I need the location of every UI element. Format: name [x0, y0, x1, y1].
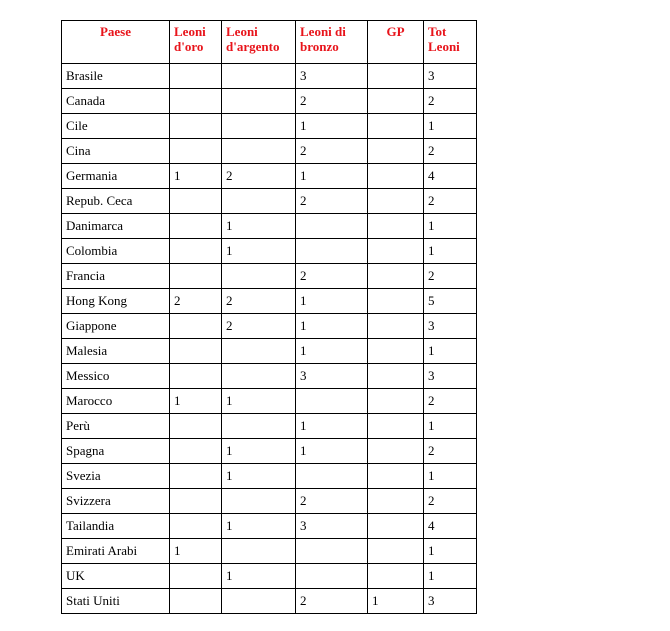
cell-gp — [368, 164, 424, 189]
cell-paese: Tailandia — [62, 514, 170, 539]
cell-tot-leoni: 2 — [424, 264, 477, 289]
cell-tot-leoni: 4 — [424, 164, 477, 189]
cell-leoni-argento: 1 — [222, 514, 296, 539]
cell-leoni-oro — [170, 439, 222, 464]
cell-leoni-oro — [170, 464, 222, 489]
cell-paese: Svizzera — [62, 489, 170, 514]
table-row — [62, 314, 477, 339]
cell-paese: Stati Uniti — [62, 589, 170, 614]
cell-leoni-oro — [170, 189, 222, 214]
cell-tot-leoni: 2 — [424, 489, 477, 514]
header-gp: GP — [368, 21, 424, 64]
table-row — [62, 539, 477, 564]
cell-leoni-bronzo: 1 — [296, 289, 368, 314]
cell-gp — [368, 439, 424, 464]
cell-tot-leoni: 1 — [424, 464, 477, 489]
cell-leoni-oro — [170, 489, 222, 514]
cell-tot-leoni: 2 — [424, 389, 477, 414]
cell-leoni-argento — [222, 539, 296, 564]
table-row — [62, 139, 477, 164]
table-row — [62, 564, 477, 589]
cell-paese: Giappone — [62, 314, 170, 339]
cell-tot-leoni: 1 — [424, 414, 477, 439]
cell-paese: Cina — [62, 139, 170, 164]
cell-leoni-argento: 2 — [222, 289, 296, 314]
cell-leoni-argento — [222, 264, 296, 289]
table-row — [62, 339, 477, 364]
cell-leoni-bronzo — [296, 389, 368, 414]
cell-leoni-bronzo: 2 — [296, 89, 368, 114]
cell-paese: Svezia — [62, 464, 170, 489]
table-row — [62, 239, 477, 264]
table-row — [62, 389, 477, 414]
table-row — [62, 289, 477, 314]
cell-paese: Colombia — [62, 239, 170, 264]
cell-leoni-argento: 1 — [222, 389, 296, 414]
cell-leoni-bronzo: 3 — [296, 364, 368, 389]
cell-gp — [368, 89, 424, 114]
cell-leoni-oro — [170, 339, 222, 364]
cell-paese: Brasile — [62, 64, 170, 89]
table-row — [62, 164, 477, 189]
cell-leoni-argento: 1 — [222, 464, 296, 489]
cell-leoni-bronzo: 2 — [296, 489, 368, 514]
cell-paese: Hong Kong — [62, 289, 170, 314]
table-row — [62, 264, 477, 289]
cell-tot-leoni: 3 — [424, 364, 477, 389]
header-leoni-oro: Leoni d'oro — [170, 21, 222, 64]
cell-leoni-oro: 2 — [170, 289, 222, 314]
table-body — [62, 64, 477, 614]
cell-gp — [368, 339, 424, 364]
table-row — [62, 464, 477, 489]
cell-gp — [368, 264, 424, 289]
cell-tot-leoni: 1 — [424, 239, 477, 264]
table-row — [62, 64, 477, 89]
cell-leoni-oro — [170, 89, 222, 114]
cell-tot-leoni: 1 — [424, 564, 477, 589]
cell-paese: Francia — [62, 264, 170, 289]
header-leoni-argento: Leoni d'argento — [222, 21, 296, 64]
cell-tot-leoni: 3 — [424, 589, 477, 614]
table-row — [62, 589, 477, 614]
cell-paese: Repub. Ceca — [62, 189, 170, 214]
header-tot-leoni: Tot Leoni — [424, 21, 477, 64]
cell-leoni-bronzo: 2 — [296, 189, 368, 214]
table-row — [62, 489, 477, 514]
cell-paese: Emirati Arabi — [62, 539, 170, 564]
cell-leoni-oro — [170, 514, 222, 539]
cell-gp — [368, 189, 424, 214]
table-row — [62, 89, 477, 114]
cell-gp — [368, 314, 424, 339]
cell-leoni-oro — [170, 214, 222, 239]
table-row — [62, 214, 477, 239]
cell-leoni-argento: 1 — [222, 214, 296, 239]
cell-leoni-bronzo: 1 — [296, 164, 368, 189]
cell-paese: Canada — [62, 89, 170, 114]
cell-leoni-bronzo — [296, 239, 368, 264]
cell-leoni-argento — [222, 89, 296, 114]
cell-leoni-oro — [170, 314, 222, 339]
cell-leoni-bronzo: 1 — [296, 114, 368, 139]
cell-leoni-bronzo — [296, 539, 368, 564]
cell-leoni-argento: 1 — [222, 564, 296, 589]
cell-tot-leoni: 2 — [424, 89, 477, 114]
cell-tot-leoni: 1 — [424, 539, 477, 564]
cell-leoni-bronzo: 2 — [296, 264, 368, 289]
cell-tot-leoni: 5 — [424, 289, 477, 314]
cell-gp — [368, 239, 424, 264]
cell-gp — [368, 214, 424, 239]
cell-tot-leoni: 1 — [424, 214, 477, 239]
cell-paese: Marocco — [62, 389, 170, 414]
cell-leoni-bronzo: 3 — [296, 64, 368, 89]
cell-leoni-argento: 2 — [222, 314, 296, 339]
cell-tot-leoni: 4 — [424, 514, 477, 539]
cell-gp — [368, 514, 424, 539]
cell-leoni-argento — [222, 589, 296, 614]
cell-paese: Cile — [62, 114, 170, 139]
cell-leoni-argento — [222, 64, 296, 89]
cell-gp — [368, 364, 424, 389]
cell-tot-leoni: 1 — [424, 114, 477, 139]
medals-table — [61, 20, 477, 614]
cell-tot-leoni: 3 — [424, 64, 477, 89]
cell-leoni-bronzo: 2 — [296, 589, 368, 614]
cell-tot-leoni: 2 — [424, 189, 477, 214]
cell-leoni-oro — [170, 239, 222, 264]
cell-paese: Germania — [62, 164, 170, 189]
header-paese: Paese — [62, 21, 170, 64]
cell-leoni-oro — [170, 364, 222, 389]
cell-paese: Spagna — [62, 439, 170, 464]
cell-paese: Danimarca — [62, 214, 170, 239]
cell-gp — [368, 464, 424, 489]
table-row — [62, 114, 477, 139]
cell-leoni-bronzo: 1 — [296, 414, 368, 439]
cell-leoni-oro: 1 — [170, 389, 222, 414]
cell-gp — [368, 389, 424, 414]
cell-leoni-argento: 1 — [222, 239, 296, 264]
table-header-row — [62, 21, 477, 64]
cell-leoni-bronzo: 1 — [296, 314, 368, 339]
cell-leoni-oro — [170, 114, 222, 139]
cell-paese: Perù — [62, 414, 170, 439]
header-leoni-bronzo: Leoni di bronzo — [296, 21, 368, 64]
cell-leoni-argento — [222, 489, 296, 514]
cell-gp — [368, 139, 424, 164]
cell-paese: Messico — [62, 364, 170, 389]
cell-leoni-bronzo: 2 — [296, 139, 368, 164]
cell-gp — [368, 539, 424, 564]
cell-leoni-bronzo: 3 — [296, 514, 368, 539]
cell-paese: UK — [62, 564, 170, 589]
cell-leoni-argento — [222, 189, 296, 214]
cell-leoni-oro — [170, 564, 222, 589]
cell-leoni-oro: 1 — [170, 539, 222, 564]
cell-leoni-argento — [222, 414, 296, 439]
table-row — [62, 364, 477, 389]
cell-gp — [368, 114, 424, 139]
table-row — [62, 414, 477, 439]
cell-leoni-argento — [222, 114, 296, 139]
cell-leoni-bronzo: 1 — [296, 439, 368, 464]
cell-leoni-argento — [222, 364, 296, 389]
cell-leoni-argento — [222, 139, 296, 164]
table-row — [62, 189, 477, 214]
cell-gp — [368, 564, 424, 589]
table-row — [62, 514, 477, 539]
cell-gp — [368, 64, 424, 89]
cell-leoni-argento: 1 — [222, 439, 296, 464]
cell-tot-leoni: 2 — [424, 139, 477, 164]
cell-leoni-argento: 2 — [222, 164, 296, 189]
cell-leoni-bronzo — [296, 214, 368, 239]
cell-gp — [368, 414, 424, 439]
cell-leoni-bronzo — [296, 564, 368, 589]
cell-leoni-oro — [170, 139, 222, 164]
cell-gp — [368, 289, 424, 314]
cell-tot-leoni: 1 — [424, 339, 477, 364]
cell-leoni-oro — [170, 589, 222, 614]
cell-leoni-oro: 1 — [170, 164, 222, 189]
cell-leoni-bronzo: 1 — [296, 339, 368, 364]
cell-gp: 1 — [368, 589, 424, 614]
cell-tot-leoni: 3 — [424, 314, 477, 339]
cell-leoni-oro — [170, 414, 222, 439]
cell-leoni-oro — [170, 264, 222, 289]
cell-leoni-oro — [170, 64, 222, 89]
table-row — [62, 439, 477, 464]
cell-paese: Malesia — [62, 339, 170, 364]
cell-leoni-bronzo — [296, 464, 368, 489]
cell-tot-leoni: 2 — [424, 439, 477, 464]
cell-gp — [368, 489, 424, 514]
cell-leoni-argento — [222, 339, 296, 364]
